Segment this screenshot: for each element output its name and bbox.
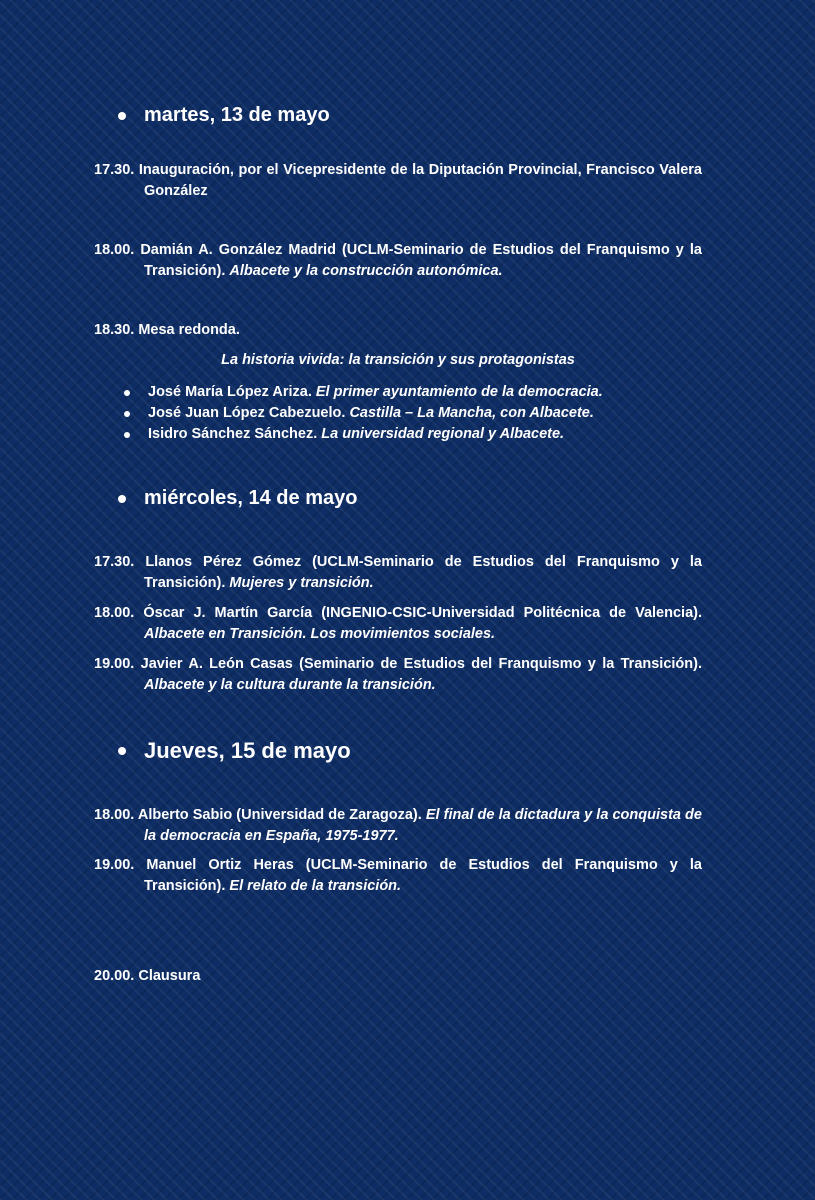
day-heading-2 bbox=[118, 487, 357, 510]
bullet-icon bbox=[124, 411, 130, 417]
list-item: Isidro Sánchez Sánchez. La universidad regional y Albacete. bbox=[124, 424, 603, 445]
program-entry: 18.30. Mesa redonda. bbox=[94, 322, 240, 338]
round-table-title: La historia vivida: la transición y sus protagonistas bbox=[221, 352, 575, 368]
round-table-speakers bbox=[124, 382, 603, 445]
bullet-icon bbox=[124, 390, 130, 396]
day-heading-1 bbox=[118, 104, 330, 127]
bullet-icon bbox=[118, 112, 126, 120]
bullet-icon bbox=[118, 495, 126, 503]
program-entry: 19.00. Manuel Ortiz Heras (UCLM-Seminario de Estudios del Franquismo y la Transición). El relato de la transición. bbox=[94, 857, 702, 894]
closing-entry: 20.00. Clausura bbox=[94, 968, 201, 984]
program-entry: 18.00. Alberto Sabio (Universidad de Zaragoza). El final de la dictadura y la conquista de la democracia en España, 1975-1977. bbox=[94, 807, 702, 844]
bullet-icon bbox=[118, 747, 126, 755]
day-label: miércoles, 14 de mayo bbox=[144, 487, 358, 509]
day-heading-3 bbox=[118, 738, 351, 764]
day-label: Jueves, 15 de mayo bbox=[144, 738, 351, 763]
program-entry: 17.30. Inauguración, por el Vicepresidente de la Diputación Provincial, Francisco Valera González bbox=[94, 162, 702, 199]
day-label: martes, 13 de mayo bbox=[144, 104, 330, 126]
program-entry: 18.00. Óscar J. Martín García (INGENIO-CSIC-Universidad Politécnica de Valencia). Albacete en Transición. Los movimientos sociales. bbox=[94, 605, 702, 642]
program-entry: 17.30. Llanos Pérez Gómez (UCLM-Seminario de Estudios del Franquismo y la Transición). Mujeres y transición. bbox=[94, 554, 702, 591]
program-entry: 18.00. Damián A. González Madrid (UCLM-Seminario de Estudios del Franquismo y la Transición). Albacete y la construcción autonómica. bbox=[94, 242, 702, 279]
list-item: José Juan López Cabezuelo. Castilla – La Mancha, con Albacete. bbox=[124, 403, 603, 424]
bullet-icon bbox=[124, 432, 130, 438]
list-item: José María López Ariza. El primer ayuntamiento de la democracia. bbox=[124, 382, 603, 403]
program-entry: 19.00. Javier A. León Casas (Seminario de Estudios del Franquismo y la Transición). Albacete y la cultura durante la transición. bbox=[94, 656, 702, 693]
